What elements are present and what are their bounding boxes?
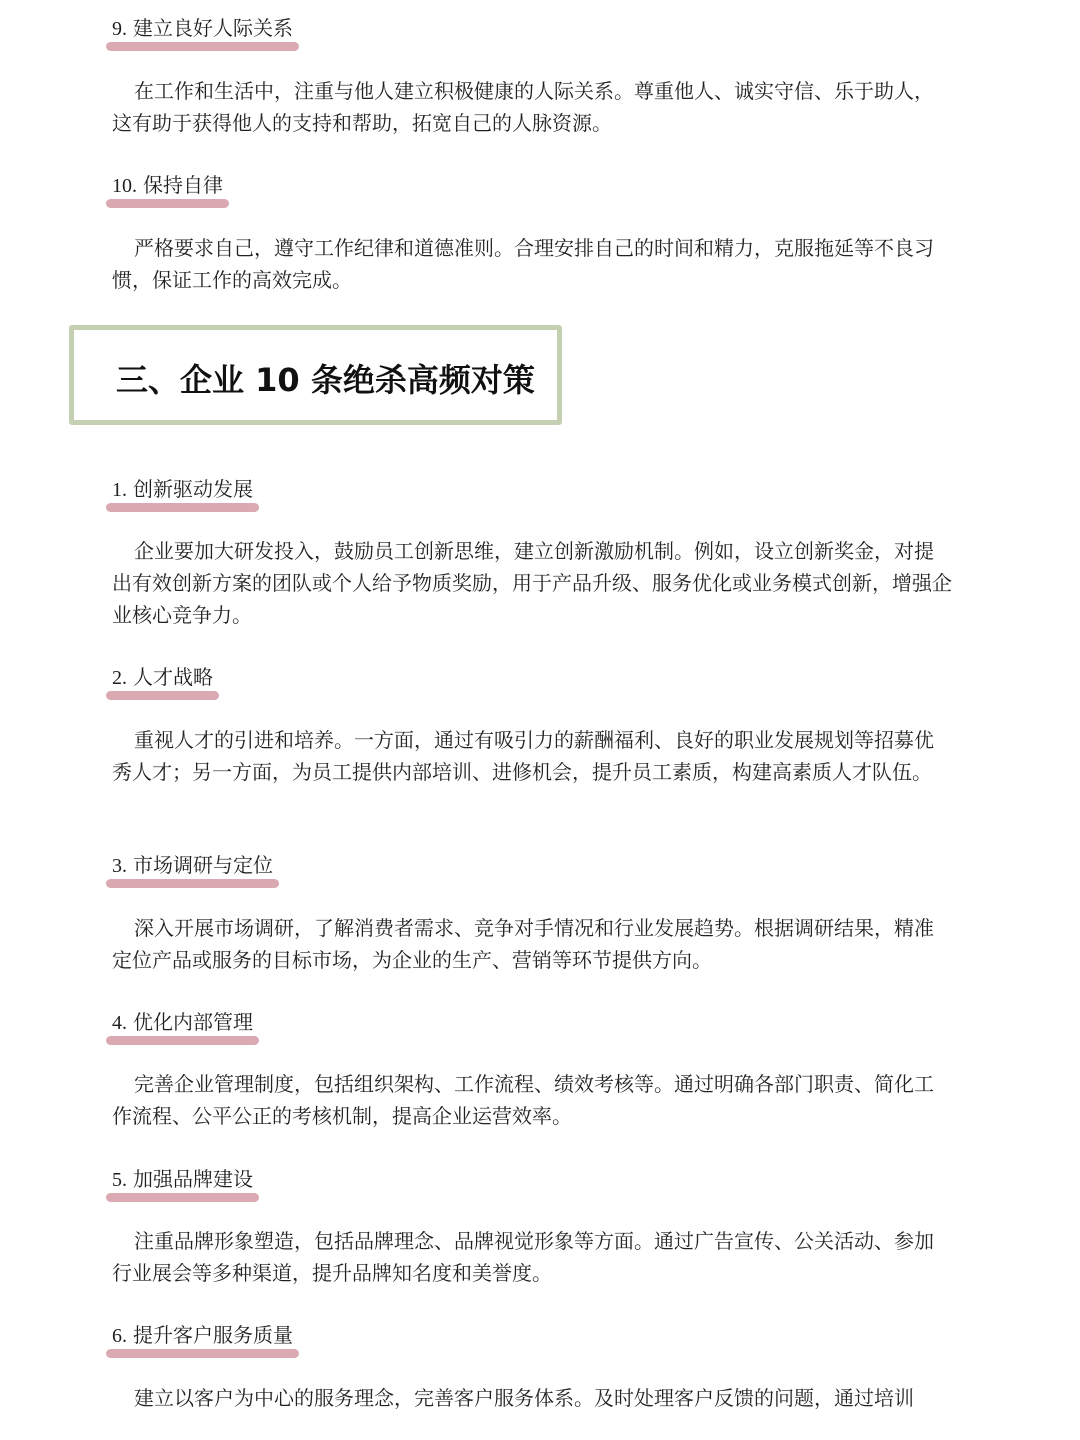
item-heading-4 [112,1008,253,1037]
item-body-9: 在工作和生活中，注重与他人建立积极健康的人际关系。尊重他人、诚实守信、乐于助人，这有助于获得他人的支持和帮助，拓宽自己的人脉资源。 [112,79,934,135]
item-heading-2 [112,663,213,692]
item-number: 4. [112,1012,127,1034]
item-body-10: 严格要求自己，遵守工作纪律和道德准则。合理安排自己的时间和精力，克服拖延等不良习惯，保证工作的高效完成。 [112,236,934,292]
item-heading-6 [112,1321,293,1350]
item-number: 6. [112,1325,127,1347]
item-heading-9 [112,14,293,43]
item-body-5: 注重品牌形象塑造，包括品牌理念、品牌视觉形象等方面。通过广告宣传、公关活动、参加行业展会等多种渠道，提升品牌知名度和美誉度。 [112,1229,934,1285]
item-number: 1. [112,479,127,501]
item-body-2: 重视人才的引进和培养。一方面，通过有吸引力的薪酬福利、良好的职业发展规划等招募优秀人才；另一方面，为员工提供内部培训、进修机会，提升员工素质，构建高素质人才队伍。 [112,728,934,784]
item-number: 2. [112,667,127,689]
item-title: 人才战略 [133,665,213,689]
section-title: 三、企业 10 条绝杀高频对策 [116,361,535,399]
item-number: 5. [112,1169,127,1191]
heading-underline-highlight [106,1349,299,1358]
item-body-4: 完善企业管理制度，包括组织架构、工作流程、绩效考核等。通过明确各部门职责、简化工作流程、公平公正的考核机制，提高企业运营效率。 [112,1072,934,1128]
heading-underline-highlight [106,1036,259,1045]
item-title: 加强品牌建设 [133,1167,253,1191]
heading-underline-highlight [106,879,279,888]
item-body-1: 企业要加大研发投入，鼓励员工创新思维，建立创新激励机制。例如，设立创新奖金，对提出有效创新方案的团队或个人给予物质奖励，用于产品升级、服务优化或业务模式创新，增强企业核心竞争力。 [112,539,952,627]
item-title: 优化内部管理 [133,1010,253,1034]
item-number: 9. [112,18,127,40]
item-heading-5 [112,1165,253,1194]
section-heading-box [69,325,562,425]
item-title: 建立良好人际关系 [133,16,293,40]
heading-underline-highlight [106,1193,259,1202]
item-title: 市场调研与定位 [133,853,273,877]
item-heading-3 [112,851,273,880]
item-title: 提升客户服务质量 [133,1323,293,1347]
item-heading-10 [112,171,223,200]
item-heading-1 [112,475,253,504]
heading-underline-highlight [106,42,299,51]
item-title: 创新驱动发展 [133,477,253,501]
item-title: 保持自律 [143,173,223,197]
item-body-6: 建立以客户为中心的服务理念，完善客户服务体系。及时处理客户反馈的问题，通过培训 [134,1386,914,1410]
item-body-3: 深入开展市场调研，了解消费者需求、竞争对手情况和行业发展趋势。根据调研结果，精准定位产品或服务的目标市场，为企业的生产、营销等环节提供方向。 [112,916,934,972]
heading-underline-highlight [106,199,229,208]
item-number: 3. [112,855,127,877]
item-number: 10. [112,175,137,197]
heading-underline-highlight [106,691,219,700]
heading-underline-highlight [106,503,259,512]
